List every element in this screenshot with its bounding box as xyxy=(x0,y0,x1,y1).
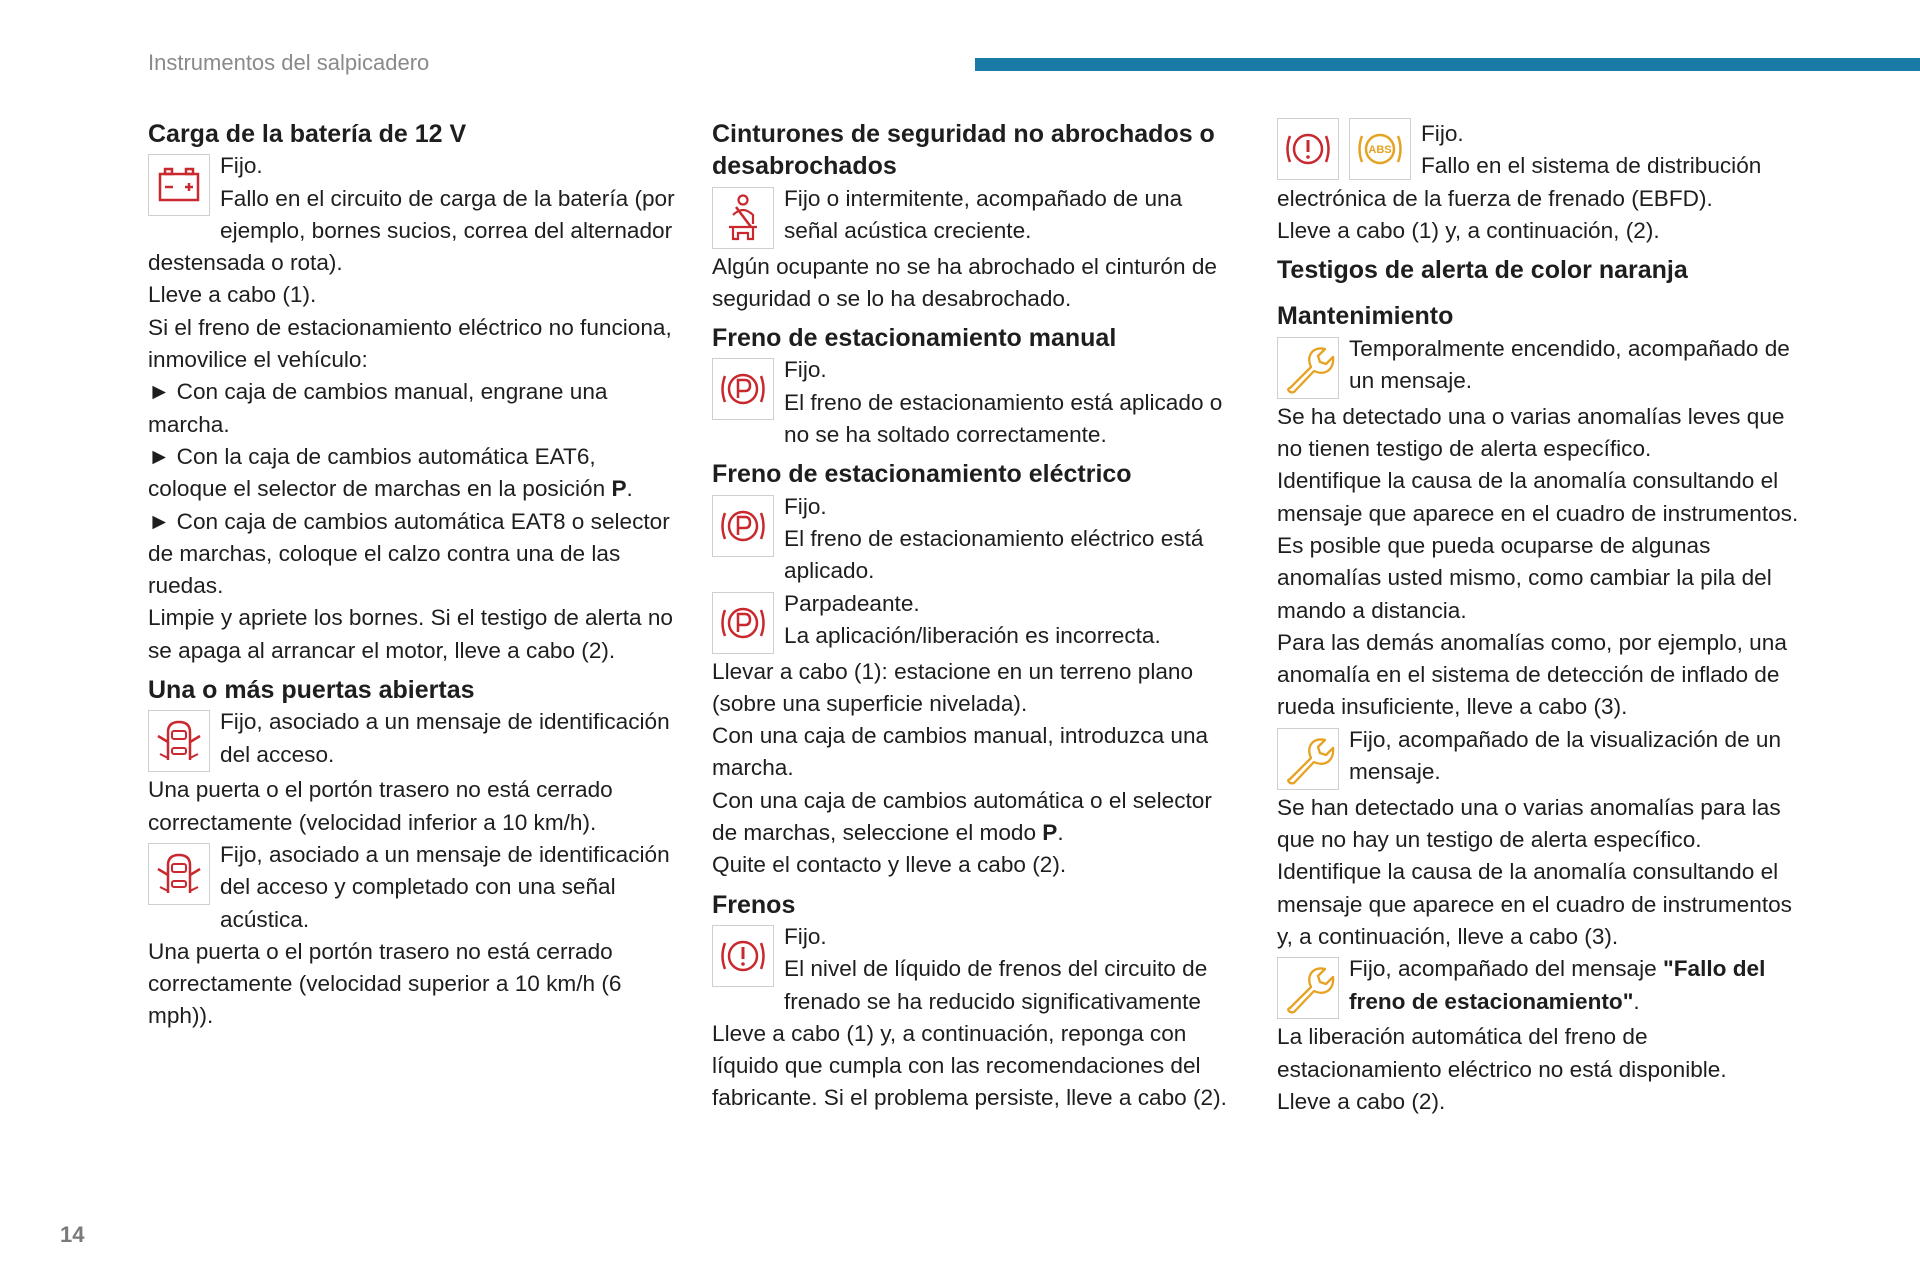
maintenance-para-6: Identifique la causa de la anomalía consultando el mensaje que aparece en el cuadro de instrumentos y, a continuación, lleve a cabo (3). xyxy=(1277,859,1792,949)
brake-warning-icon xyxy=(1277,118,1339,180)
seatbelt-heading: Cinturones de seguridad no abrochados o desabrochados xyxy=(712,120,1215,181)
maintenance-heading: Mantenimiento xyxy=(1277,302,1454,331)
ebfd-state: Fijo. xyxy=(1421,121,1464,146)
brake-warning-icon xyxy=(712,925,774,987)
doors-heading: Una o más puertas abiertas xyxy=(148,676,475,705)
page-number: 14 xyxy=(60,1222,85,1247)
maintenance-para-1: Se ha detectado una o varias anomalías leves que no tienen testigo de alerta específico. xyxy=(1277,403,1785,462)
parking-brake-icon xyxy=(712,592,774,654)
brakes-state: Fijo. xyxy=(784,923,827,949)
battery-bullet-3: ► Con caja de cambios automática EAT8 o selector de marchas, coloque el calzo contra una de las ruedas. xyxy=(148,508,670,599)
doors-para-1: Una puerta o el portón trasero no está cerrado correctamente (velocidad inferior a 10 km/h). xyxy=(148,777,613,835)
brakes-desc: El nivel de líquido de frenos del circuito de frenado se ha reducido significativamente xyxy=(784,956,1208,1014)
brakes-para: Lleve a cabo (1) y, a continuación, reponga con líquido que cumpla con las recomendaciones del fabricante. Si el problema persiste, lleve a cabo (2). xyxy=(712,1020,1227,1111)
column-1 xyxy=(148,118,678,1033)
electric-brake-desc: El freno de estacionamiento eléctrico está aplicado. xyxy=(784,525,1204,584)
abs-icon-label: ABS xyxy=(1368,144,1392,156)
column-3 xyxy=(1277,118,1807,1118)
abs-icon xyxy=(1349,118,1411,180)
maintenance-para-3: Es posible que pueda ocuparse de algunas anomalías usted mismo, como cambiar la pila del mando a distancia. xyxy=(1277,532,1772,623)
seatbelt-icon xyxy=(712,187,774,249)
battery-state: Fijo. xyxy=(220,153,263,179)
battery-bullet-2: ► Con la caja de cambios automática EAT6, coloque el selector de marchas en la posición P. xyxy=(148,443,633,502)
electric-brake-para-4: Quite el contacto y lleve a cabo (2). xyxy=(712,852,1067,878)
ebfd-desc: Fallo en el sistema de distribución electrónica de la fuerza de frenado (EBFD). xyxy=(1277,153,1762,211)
electric-brake-heading: Freno de estacionamiento eléctrico xyxy=(712,460,1132,489)
maintenance-para-5: Se han detectado una o varias anomalías para las que no hay un testigo de alerta específico. xyxy=(1277,794,1781,853)
wrench-icon xyxy=(1277,337,1339,399)
ebfd-action: Lleve a cabo (1) y, a continuación, (2). xyxy=(1277,217,1660,243)
battery-bullet-1: ► Con caja de cambios manual, engrane una marcha. xyxy=(148,379,608,437)
electric-brake-state: Fijo. xyxy=(784,493,827,519)
orange-warnings-heading: Testigos de alerta de color naranja xyxy=(1277,256,1688,285)
battery-icon xyxy=(148,154,210,216)
column-2 xyxy=(712,118,1242,1115)
maintenance-para-2: Identifique la causa de la anomalía consultando el mensaje que aparece en el cuadro de instrumentos. xyxy=(1277,468,1799,526)
manual-brake-heading: Freno de estacionamiento manual xyxy=(712,324,1117,353)
seatbelt-para: Algún ocupante no se ha abrochado el cinturón de seguridad o se lo ha desabrochado. xyxy=(712,253,1217,311)
electric-brake-state-2: Parpadeante. xyxy=(784,590,920,616)
seatbelt-text: Fijo o intermitente, acompañado de una señal acústica creciente. xyxy=(784,185,1183,243)
header-accent-bar xyxy=(975,58,1920,71)
maintenance-text-3: Fijo, acompañado del mensaje "Fallo del freno de estacionamiento". xyxy=(1349,956,1766,1014)
maintenance-para-7: La liberación automática del freno de estacionamiento eléctrico no está disponible. xyxy=(1277,1024,1727,1082)
electric-brake-desc-2: La aplicación/liberación es incorrecta. xyxy=(784,622,1161,648)
brakes-heading: Frenos xyxy=(712,890,796,919)
wrench-icon xyxy=(1277,728,1339,790)
running-header: Instrumentos del salpicadero xyxy=(148,50,430,75)
battery-action: Lleve a cabo (1). xyxy=(148,282,317,308)
door-open-icon xyxy=(148,843,210,905)
parking-brake-icon xyxy=(712,495,774,557)
parking-brake-icon xyxy=(712,358,774,420)
battery-heading: Carga de la batería de 12 V xyxy=(148,120,467,148)
ebfd-icon-group xyxy=(1277,118,1411,180)
wrench-icon xyxy=(1277,957,1339,1019)
doors-text-2: Fijo, asociado a un mensaje de identificación del acceso y completado con una señal acústica. xyxy=(220,841,670,932)
battery-desc: Fallo en el circuito de carga de la batería (por ejemplo, bornes sucios, correa del alternador destensada o rota). xyxy=(148,185,675,276)
maintenance-para-4: Para las demás anomalías como, por ejemplo, una anomalía en el sistema de detección de inflado de rueda insuficiente, lleve a cabo (3). xyxy=(1277,629,1787,720)
battery-para-2: Limpie y apriete los bornes. Si el testigo de alerta no se apaga al arrancar el motor, lleve a cabo (2). xyxy=(148,605,673,663)
battery-para-1: Si el freno de estacionamiento eléctrico no funciona, inmovilice el vehículo: xyxy=(148,314,672,373)
electric-brake-para-2: Con una caja de cambios manual, introduzca una marcha. xyxy=(712,723,1209,781)
door-open-icon xyxy=(148,710,210,772)
manual-brake-state: Fijo. xyxy=(784,357,827,383)
maintenance-text-1: Temporalmente encendido, acompañado de un mensaje. xyxy=(1349,335,1790,394)
electric-brake-para-3: Con una caja de cambios automática o el selector de marchas, seleccione el modo P. xyxy=(712,787,1212,846)
doors-text-1: Fijo, asociado a un mensaje de identificación del acceso. xyxy=(220,709,670,767)
doors-para-2: Una puerta o el portón trasero no está cerrado correctamente (velocidad superior a 10 km/h (6 mph)). xyxy=(148,938,622,1029)
maintenance-para-8: Lleve a cabo (2). xyxy=(1277,1088,1446,1114)
electric-brake-para-1: Llevar a cabo (1): estacione en un terreno plano (sobre una superficie nivelada). xyxy=(712,658,1194,716)
maintenance-text-2: Fijo, acompañado de la visualización de un mensaje. xyxy=(1349,726,1782,785)
manual-brake-desc: El freno de estacionamiento está aplicado o no se ha soltado correctamente. xyxy=(784,389,1223,448)
